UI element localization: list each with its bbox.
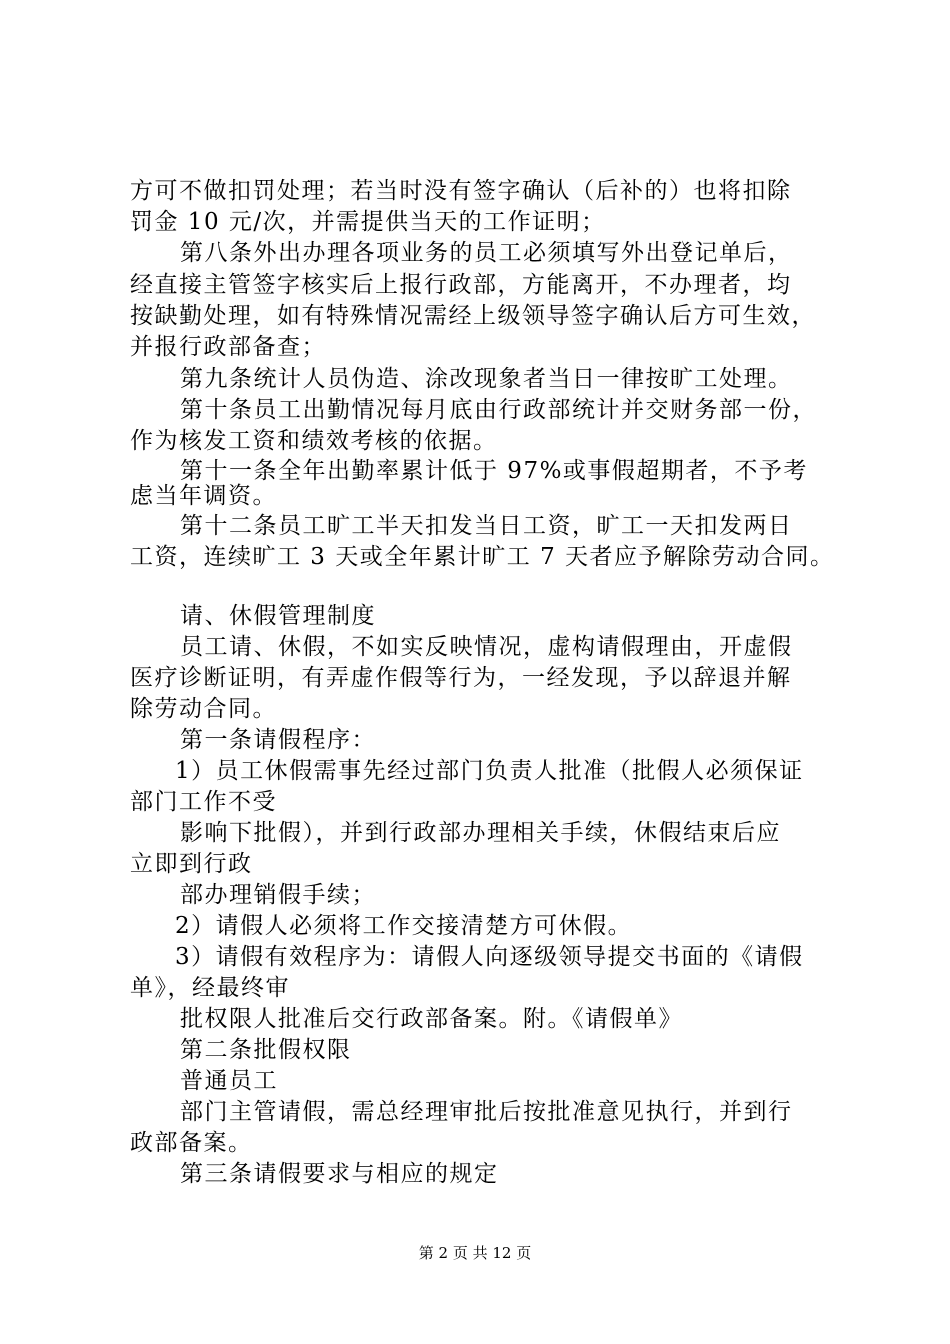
text-line: 第十二条员工旷工半天扣发当日工资，旷工一天扣发两日 [180,513,793,539]
text-line: 3）请假有效程序为：请假人向逐级领导提交书面的《请假 [175,944,804,970]
text-line: 虑当年调资。 [130,483,277,509]
text-line: 1）员工休假需事先经过部门负责人批准（批假人必须保证 [175,758,804,784]
text-line: 第十一条全年出勤率累计低于 97%或事假超期者，不予考 [180,458,808,484]
page-footer: 第 2 页 共 12 页 [418,1244,532,1262]
text-line: 工资，连续旷工 3 天或全年累计旷工 7 天者应予解除劳动合同。 [130,544,835,570]
text-line: 第三条请假要求与相应的规定 [180,1161,499,1187]
text-line: 部办理销假手续； [180,882,376,908]
text-line: 并报行政部备查； [130,334,326,360]
text-line: 政部备案。 [130,1130,253,1156]
text-line: 部门主管请假，需总经理审批后按批准意见执行，并到行 [180,1099,793,1125]
section-heading: 请、休假管理制度 [180,603,376,629]
text-line: 员工请、休假，不如实反映情况，虚构请假理由，开虚假 [180,634,793,660]
text-line: 医疗诊断证明，有弄虚作假等行为，一经发现，予以辞退并解 [130,665,792,691]
text-line: 第二条批假权限 [180,1037,352,1063]
text-line: 单》，经最终审 [130,975,290,1001]
text-line: 除劳动合同。 [130,696,277,722]
text-line: 立即到行政 [130,851,253,877]
text-line: 部门工作不受 [130,789,277,815]
text-line: 第一条请假程序： [180,727,376,753]
text-line: 2）请假人必须将工作交接清楚方可休假。 [175,913,633,939]
text-line: 第八条外出办理各项业务的员工必须填写外出登记单后， [180,240,793,266]
text-line: 罚金 10 元/次，并需提供当天的工作证明； [130,209,606,235]
text-line: 按缺勤处理，如有特殊情况需经上级领导签字确认后方可生效， [130,303,816,329]
text-line: 方可不做扣罚处理；若当时没有签字确认（后补的）也将扣除 [130,178,792,204]
text-line: 作为核发工资和绩效考核的依据。 [130,428,498,454]
text-line: 普通员工 [180,1068,278,1094]
text-line: 批权限人批准后交行政部备案。附。《请假单》 [180,1006,683,1032]
text-line: 经直接主管签字核实后上报行政部，方能离开，不办理者，均 [130,272,792,298]
text-line: 第十条员工出勤情况每月底由行政部统计并交财务部一份， [180,397,817,423]
text-line: 第九条统计人员伪造、涂改现象者当日一律按旷工处理。 [180,366,793,392]
text-line: 影响下批假），并到行政部办理相关手续，休假结束后应 [180,820,781,846]
